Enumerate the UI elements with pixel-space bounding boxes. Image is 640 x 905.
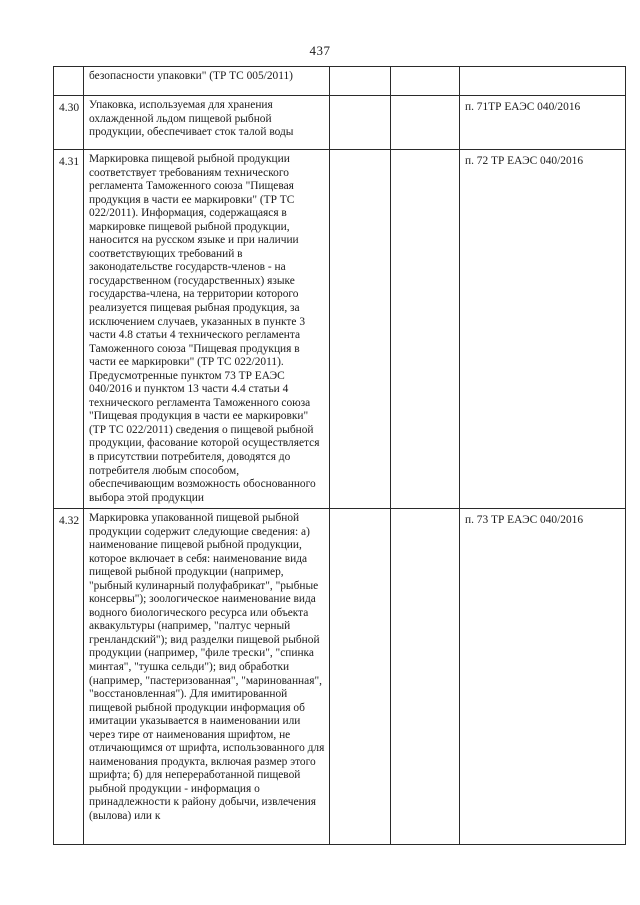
requirement-text-cell: Маркировка упакованной пищевой рыбной продукции содержит следующие сведения: а) наименование пищевой рыбной продукции, которое включает в себя: наименование вида пищевой рыбной продукции (например, "рыбный кулинарный полуфабрикат", "рыбные консервы"); зоологическое наименование вида водного биологического ресурса или объекта аквакультуры (например, "палтус черный гренландский"); вид разделки пищевой рыбной продукции (например, "филе трески", "спинка минтая", "тушка сельди"); вид обработки (например, "пастеризованная", "маринованная", "восстановленная"). Для имитированной пищевой рыбной продукции информация об имитации указывается в наименовании или через тире от наименования шрифтом, не отличающимся от шрифта, использованного для наименования продукта, включая размер этого шрифта; б) для непереработанной пищевой рыбной продукции - информация о принадлежности к району добычи, извлечения (вылова) или к — [84, 509, 330, 845]
item-number-cell — [54, 67, 84, 96]
item-number-cell: 4.30 — [54, 96, 84, 150]
empty-cell — [391, 150, 460, 509]
table-row — [54, 67, 626, 96]
reference-cell: п. 71ТР ЕАЭС 040/2016 — [460, 96, 626, 150]
reference-cell — [460, 67, 626, 96]
table-row — [54, 150, 626, 509]
requirements-table — [53, 66, 626, 845]
requirement-text-cell: безопасности упаковки" (ТР ТС 005/2011) — [84, 67, 330, 96]
empty-cell — [391, 67, 460, 96]
reference-cell: п. 72 ТР ЕАЭС 040/2016 — [460, 150, 626, 509]
reference-cell: п. 73 ТР ЕАЭС 040/2016 — [460, 509, 626, 845]
table-row — [54, 509, 626, 845]
item-number-cell: 4.32 — [54, 509, 84, 845]
empty-cell — [330, 67, 391, 96]
empty-cell — [391, 96, 460, 150]
empty-cell — [330, 509, 391, 845]
item-number-cell: 4.31 — [54, 150, 84, 509]
table-row — [54, 96, 626, 150]
page-number: 437 — [309, 43, 331, 58]
empty-cell — [330, 96, 391, 150]
requirement-text-cell: Маркировка пищевой рыбной продукции соответствует требованиям технического регламента Таможенного союза "Пищевая продукция в части ее маркировки" (ТР ТС 022/2011). Информация, содержащаяся в маркировке пищевой рыбной продукции, наносится на русском языке и при наличии соответствующих требований в законодательстве государств-членов - на государственном (государственных) языке государства-члена, на территории которого реализуется пищевая рыбная продукция, за исключением случаев, указанных в пункте 3 части 4.8 статьи 4 технического регламента Таможенного союза "Пищевая продукция в части ее маркировки" (ТР ТС 022/2011). Предусмотренные пунктом 73 ТР ЕАЭС 040/2016 и пунктом 13 части 4.4 статьи 4 технического регламента Таможенного союза "Пищевая продукция в части ее маркировки" (ТР ТС 022/2011) сведения о пищевой рыбной продукции, фасование которой осуществляется в присутствии потребителя, доводятся до потребителя любым способом, обеспечивающим возможность обоснованного выбора этой продукции — [84, 150, 330, 509]
empty-cell — [330, 150, 391, 509]
requirement-text-cell: Упаковка, используемая для хранения охлажденной льдом пищевой рыбной продукции, обеспечивает сток талой воды — [84, 96, 330, 150]
empty-cell — [391, 509, 460, 845]
